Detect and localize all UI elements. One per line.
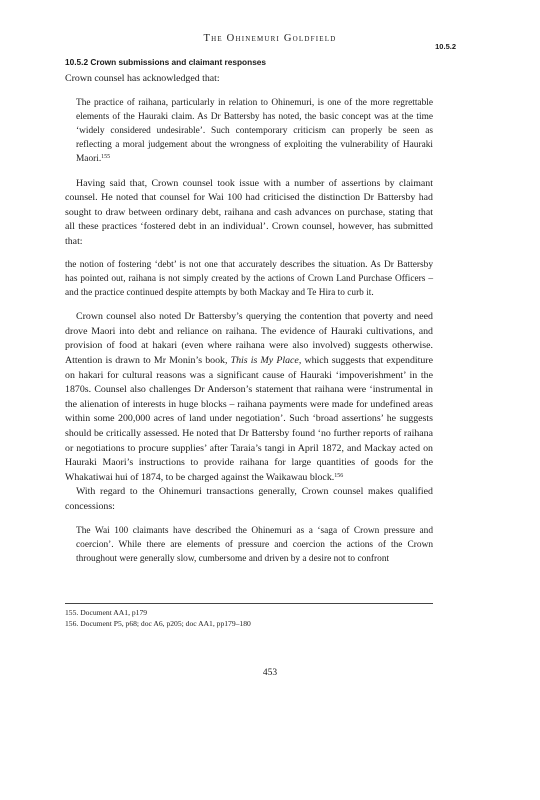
paragraph-battersby [65, 310, 433, 485]
paragraph-concessions: With regard to the Ohinemuri transactions generally, Crown counsel makes qualified concessions: [65, 486, 433, 512]
block-quote-2: the notion of fostering ‘debt’ is not one that accurately describes the situation. As Dr Battersby has pointed out, raihana is not simply created by the actions of Crown Land Purchase Officers – and the practice continued despite attempts by both Mackay and Te Hira to curb it. [65, 259, 433, 298]
running-header-title: The Ohinemuri Goldfield [203, 33, 337, 44]
footnote-156: 156. Document P5, p68; doc A6, p205; doc AA1, pp179–180 [65, 618, 251, 628]
block-quote-1 [76, 96, 433, 167]
block-quote-3: The Wai 100 claimants have described the Ohinemuri as a ‘saga of Crown pressure and coercion’. While there are elements of pressure and coercion the actions of the Crown throughout were generally slow, cumbersome and driven by a desire not to confront [76, 525, 433, 564]
page-number: 453 [262, 668, 278, 678]
paragraph-intro: Crown counsel has acknowledged that: [65, 73, 220, 84]
footnote-marker-156: 156 [334, 472, 344, 479]
footnotes [65, 603, 433, 629]
footnote-marker-155: 155 [101, 154, 111, 161]
section-heading: 10.5.2 Crown submissions and claimant responses [65, 57, 267, 67]
footnote-155: 155. Document AA1, p179 [65, 608, 148, 617]
body-text [65, 72, 433, 566]
paragraph-battersby-part1: Crown counsel also noted Dr Battersby’s querying the contention that poverty and need drove Maori into debt and reliance on raihana. The evidence of Hauraki cultivations, and provision of food at hakari (even where raihana were also involved) suggests otherwise. Attention is drawn to Mr Monin’s book, [65, 311, 433, 366]
paragraph-battersby-part2: , which suggests that expenditure on hakari for cultural reasons was a significant cause of Hauraki ‘impoverishment’ in the 1870s. Counsel also challenges Dr Anderson’s statement that raihana were ‘instrumental in the alienation of interests in huge blocks – raihana payments were made for undefined areas within some 200,000 acres of land under negotiation’. Such ‘broad assertions’ he suggests should be critically assessed. He noted that Dr Battersby found ‘no further reports of raihana or negotiations to procure supplies’ after Taraia’s tangi in April 1872, and Mackay acted on Hauraki Maori’s instructions to provide raihana for large quantities of goods for the Whakatiwai hui of 1874, to be charged against the Waikawau block. [65, 354, 433, 483]
running-header-section-ref: 10.5.2 [435, 42, 456, 51]
footnote-rule [65, 603, 433, 604]
book-title: This is My Place [230, 354, 299, 366]
paragraph-crown-issue: Having said that, Crown counsel took issue with a number of assertions by claimant counsel. He noted that counsel for Wai 100 had criticised the distinction Dr Battersby had sought to draw between ordinary debt, raihana and cash advances on purchase, stating that all these practices ‘fostered debt in an individual’. Crown counsel, however, has submitted that: [65, 177, 433, 247]
block-quote-1-text: The practice of raihana, particularly in relation to Ohinemuri, is one of the more regrettable elements of the Hauraki claim. As Dr Battersby has noted, the basic concept was at the time ‘widely considered undesirable’. Such contemporary criticism can properly be seen as reflecting a moral judgement about the wrongness of exploiting the vulnerability of Hauraki Maori. [76, 97, 433, 165]
